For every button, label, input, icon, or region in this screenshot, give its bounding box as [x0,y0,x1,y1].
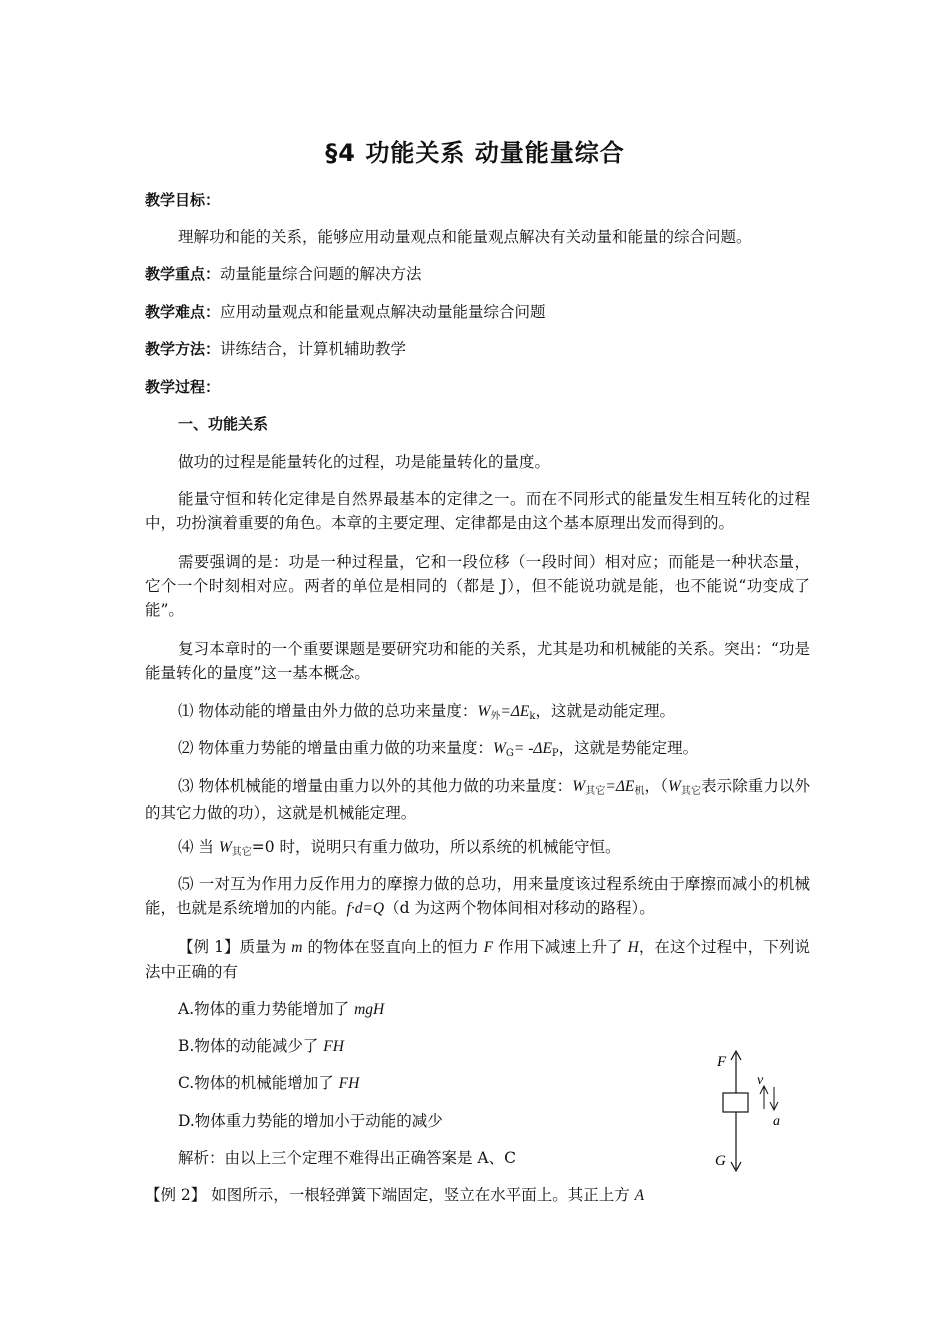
relation-item-4: ⑷ 当 W其它=0 时，说明只有重力做功，所以系统的机械能守恒。 [178,838,621,858]
example-1-question: 【例 1】质量为 m 的物体在竖直向上的恒力 F 作用下减速上升了 H，在这个过程中，下列说法中正确的有 [145,938,810,981]
option-d: D.物体重力势能的增加小于动能的减少 [178,1112,443,1130]
gravity-label: G [715,1153,726,1169]
paragraph-2: 能量守恒和转化定律是自然界最基本的定律之一。而在不同形式的能量发生相互转化的过程中，功扮演着重要的角色。本章的主要定理、定律都是由这个基本原理出发而得到的。 [145,490,810,532]
teaching-goal-text: 理解功和能的关系，能够应用动量观点和能量观点解决有关动量和能量的综合问题。 [178,228,752,246]
section-heading: 一、功能关系 [178,415,269,433]
teaching-method: 教学方法：讲练结合，计算机辅助教学 [145,340,407,358]
paragraph-1: 做功的过程是能量转化的过程，功是能量转化的量度。 [178,453,551,471]
option-c: C.物体的机械能增加了 FH [178,1074,360,1092]
option-b: B.物体的动能减少了 FH [178,1037,344,1055]
acceleration-label: a [773,1114,780,1129]
relation-item-2: ⑵ 物体重力势能的增量由重力做的功来量度：WG= -ΔEP，这就是势能定理。 [178,739,699,759]
teaching-difficulty: 教学难点：应用动量观点和能量观点解决动量能量综合问题 [145,303,546,321]
velocity-label: v [757,1073,764,1088]
page-title: §4 功能关系 动量能量综合 [325,139,625,167]
teaching-goal-heading: 教学目标： [145,191,221,209]
example-2-question: 【例 2】 如图所示，一根轻弹簧下端固定，竖立在水平面上。其正上方 A [145,1186,645,1204]
relation-item-1: ⑴ 物体动能的增量由外力做的总功来量度：W外=ΔEk，这就是动能定理。 [178,702,675,722]
teaching-process-heading: 教学过程： [145,378,221,396]
teaching-key: 教学重点：动量能量综合问题的解决方法 [145,265,422,283]
force-diagram [705,1045,800,1180]
relation-item-5: ⑸ 一对互为作用力反作用力的摩擦力做的总功，用来量度该过程系统由于摩擦而减小的机械能，也就是系统增加的内能。f·d=Q（d 为这两个物体间相对移动的路程）。 [145,875,810,917]
relation-item-3: ⑶ 物体机械能的增量由重力以外的其他力做的功来量度：W其它=ΔE机，（W其它表示除重力以外的其它力做的功），这就是机械能定理。 [145,777,810,822]
block-shape [723,1093,748,1112]
answer-analysis: 解析：由以上三个定理不难得出正确答案是 A、C [178,1149,516,1167]
option-a: A.物体的重力势能增加了 mgH [178,1000,385,1018]
paragraph-3: 需要强调的是：功是一种过程量，它和一段位移（一段时间）相对应；而能是一种状态量，它个一个时刻相对应。两者的单位是相同的（都是 J），但不能说功就是能，也不能说“功变成了能”。 [145,553,810,619]
paragraph-4: 复习本章时的一个重要课题是要研究功和能的关系，尤其是功和机械能的关系。突出：“功是能量转化的量度”这一基本概念。 [145,640,810,682]
force-label: F [717,1054,727,1070]
